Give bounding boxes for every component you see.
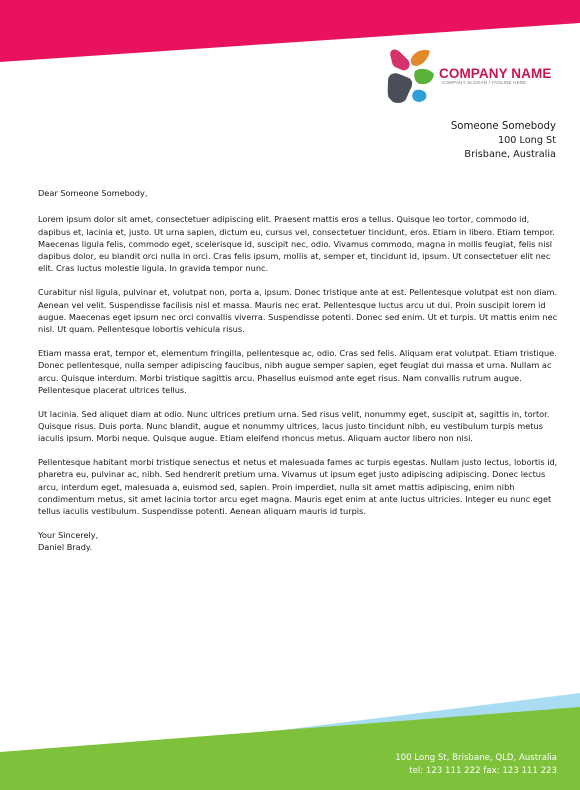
footer-address: 100 Long St, Brisbane, QLD, Australia [395,753,557,763]
letter-body [38,187,558,554]
recipient-street: 100 Long St [497,135,556,146]
recipient-name: Someone Somebody [450,121,556,132]
letter-paragraph: Etiam massa erat, tempor et, elementum fringilla, pellentesque ac, odio. Cras sed felis. Aliquam erat volutpat. Etiam tristique. Donec pellentesque, nulla semper adipiscing faucibus, nibh augue semper sapien, eget feugiat dui massa et urna. Nullam ac arcu. Quisque interdum. Morbi tristique sagittis arcu. Phasellus euismod ante eget risus. Nam convallis rutrum augue. Pellentesque placerat ultrices tellus. [38,347,557,395]
letter-paragraph: Curabitur nisl ligula, pulvinar et, volutpat non, porta a, ipsum. Donec tristique ante at est. Pellentesque volutpat est non diam. Aenean vel velit. Suspendisse facilisis nisl et massa. Mauris nec erat. Pellentesque luctus arcu ut dui. Proin suscipit lorem id augue. Maecenas eget ipsum nec orci convallis viverra. Suspendisse potenti. Donec sed enim. Ut et turpis. Ut mattis enim nec nisl. Ut quam. Pellentesque lobortis vehicula risus. [38,287,558,335]
letter-greeting: Dear Someone Somebody, [38,188,148,198]
company-logo-icon [382,45,442,109]
letter-closing: Your Sincerely, [38,530,99,541]
letter-paragraph: Pellentesque habitant morbi tristique senectus et netus et malesuada fames ac turpis egestas. Nullam justo lectus, lobortis id, pharetra eu, pulvinar ac, nibh. Sed hendrerit pretium urna. Vivamus ut ipsum eget justo adipiscing adipiscing. Donec lectus arcu, interdum eget, malesuada a, euismod sed, sapien. Proin imperdiet, nulla sit amet mattis adipiscing, enim nibh condimentum metus, sit amet lacinia tortor arcu eget magna. Mauris eget enim at ante luctus ultricies. Integer eu nunc eget tellus iaculis vestibulum. Suspendisse potenti. Aenean aliquam mauris id turpis. [38,457,558,517]
header-pink-shape [0,0,580,62]
recipient-city: Brisbane, Australia [464,149,556,160]
company-slogan: COMPANY SLOGAN / TAGLINE HERE [442,80,527,85]
company-name: COMPANY NAME [439,66,552,81]
letter-signature: Daniel Brady. [38,542,93,553]
letter-paragraph: Ut lacinia. Sed aliquet diam at odio. Nunc ultrices pretium urna. Sed risus velit, nonummy eget, suscipit at, sagittis in, tortor. Quisque risus. Duis porta. Nunc blandit, augue et nonummy ultrices, lacus justo tincidunt nibh, eu vestibulum turpis metus iaculis ipsum. Morbi neque. Quisque augue. Etiam eleifend rhoncus metus. Aliquam auctor libero non nisi. [38,408,550,444]
letter-paragraph: Lorem ipsum dolor sit amet, consectetuer adipiscing elit. Praesent mattis eros a tellus. Quisque leo tortor, commodo id, dapibus et, lacinia et, justo. Ut urna sapien, dictum eu, cursus vel, consectetuer tincidunt, eros. Etiam in libero. Etiam tempor. Maecenas ligula felis, commodo eget, scelerisque id, suscipit nec, odio. Vivamus commodo, magna in mollis feugiat, felis nisl dapibus dolor, eu blandit orci nulla in orci. Cras felis ipsum, mollis at, semper et, tincidunt id, ipsum. Ut consectetuer elit nec elit. Cras luctus molestie ligula. In gravida tempor nunc. [38,214,555,274]
recipient-address [451,120,556,162]
footer-contact [395,752,557,778]
footer-phone-fax: tel: 123 111 222 fax: 123 111 223 [409,766,557,776]
